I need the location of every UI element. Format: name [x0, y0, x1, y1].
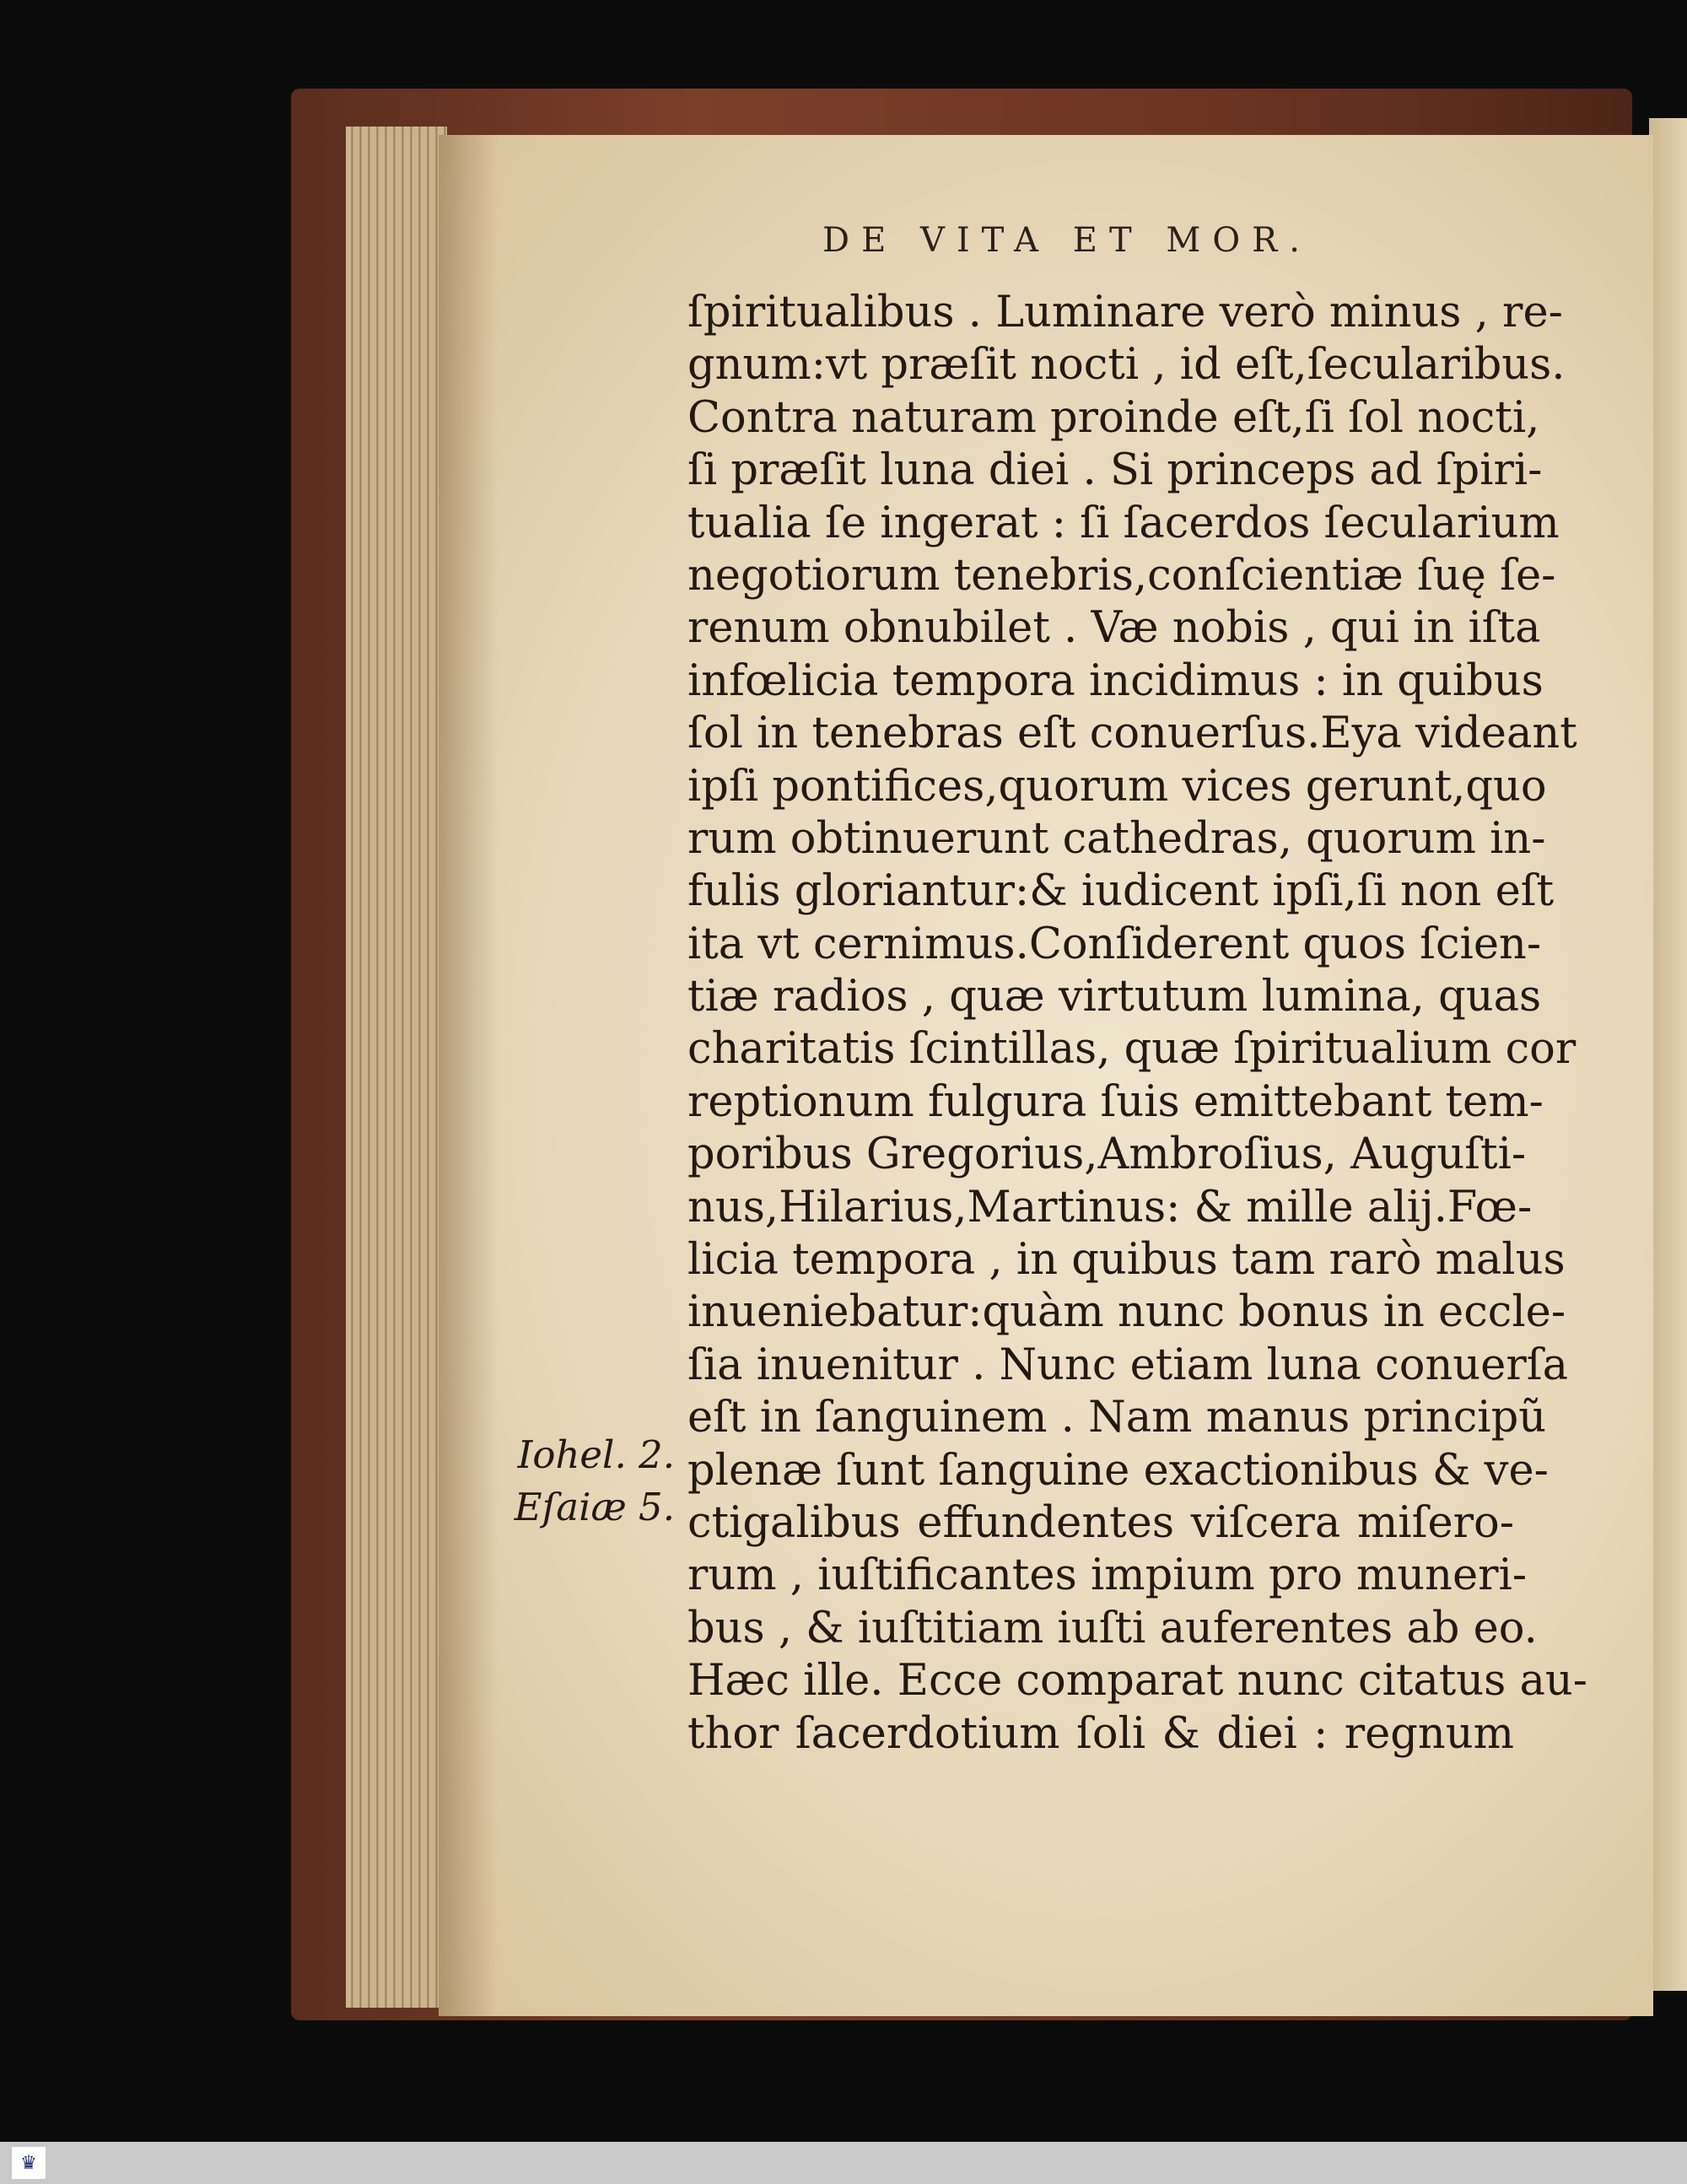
- text-line: ſol in tenebras eſt conuerſus.Eya videant: [687, 709, 1577, 759]
- text-line: tiæ radios , quæ virtutum lumina, quas: [687, 972, 1542, 1022]
- text-line: ſi præſit luna diei . Si princeps ad ſpiri-: [687, 445, 1543, 496]
- text-line: thor ſacerdotium ſoli & diei : regnum: [687, 1708, 1514, 1759]
- text-line: nus,Hilarius,Martinus: & mille alij.Fœ-: [687, 1182, 1533, 1232]
- text-line: charitatis ſcintillas, quæ ſpiritualium cor: [687, 1024, 1577, 1075]
- text-line: ſia inuenitur . Nunc etiam luna conuerſa: [687, 1340, 1568, 1390]
- text-line: gnum:vt præſit nocti , id eſt,ſecularibus.: [687, 340, 1566, 391]
- text-line: tualia ſe ingerat : ſi ſacerdos ſecularium: [687, 498, 1560, 548]
- text-line: negotiorum tenebris,conſcientiæ ſuę ſe-: [687, 550, 1556, 601]
- text-line: rum , iuſtificantes impium pro muneri-: [687, 1550, 1528, 1601]
- viewer-footer-bar: [0, 2142, 1687, 2184]
- page-gutter-shadow: [439, 135, 498, 2016]
- page-edges-left: [346, 127, 447, 2008]
- library-logo-icon[interactable]: ♛: [12, 2147, 46, 2179]
- text-line: poribus Gregorius,Ambroſius, Auguſti-: [687, 1130, 1527, 1180]
- margin-note: Eſaiæ 5.: [514, 1485, 675, 1530]
- text-line: ipſi pontifices,quorum vices gerunt,quo: [687, 761, 1547, 812]
- text-line: plenæ ſunt ſanguine exactionibus & ve-: [687, 1445, 1549, 1496]
- text-line: bus , & iuſtitiam iuſti auferentes ab eo.: [687, 1603, 1538, 1653]
- margin-note: Iohel. 2.: [517, 1432, 675, 1477]
- text-line: licia tempora , in quibus tam rarò malus: [687, 1235, 1566, 1286]
- text-line: rum obtinuerunt cathedras, quorum in-: [687, 813, 1546, 864]
- running-header: DE VITA ET MOR.: [822, 221, 1312, 260]
- text-line: ſpiritualibus . Luminare verò minus , re-: [687, 288, 1563, 337]
- text-line: infœlicia tempora incidimus : in quibus: [687, 655, 1544, 706]
- text-line: renum obnubilet . Væ nobis , qui in iſta: [687, 603, 1541, 654]
- text-line: ctigalibus effundentes viſcera miſero-: [687, 1497, 1514, 1548]
- text-line: eſt in ſanguinem . Nam manus principũ: [687, 1393, 1547, 1443]
- text-line: fulis gloriantur:& iudicent ipſi,ſi non eſt: [687, 866, 1555, 917]
- body-text: [687, 287, 1587, 1761]
- text-line: ita vt cernimus.Conſiderent quos ſcien-: [687, 919, 1542, 969]
- page-edges-right: [1649, 118, 1687, 1991]
- text-line: Contra naturam proinde eſt,ſi ſol nocti,: [687, 392, 1540, 443]
- text-line: Hæc ille. Ecce comparat nunc citatus au-: [687, 1656, 1587, 1707]
- text-line: reptionum fulgura ſuis emittebant tem-: [687, 1076, 1544, 1127]
- margin-notes: [506, 1429, 675, 1534]
- text-line: inueniebatur:quàm nunc bonus in eccle-: [687, 1287, 1566, 1338]
